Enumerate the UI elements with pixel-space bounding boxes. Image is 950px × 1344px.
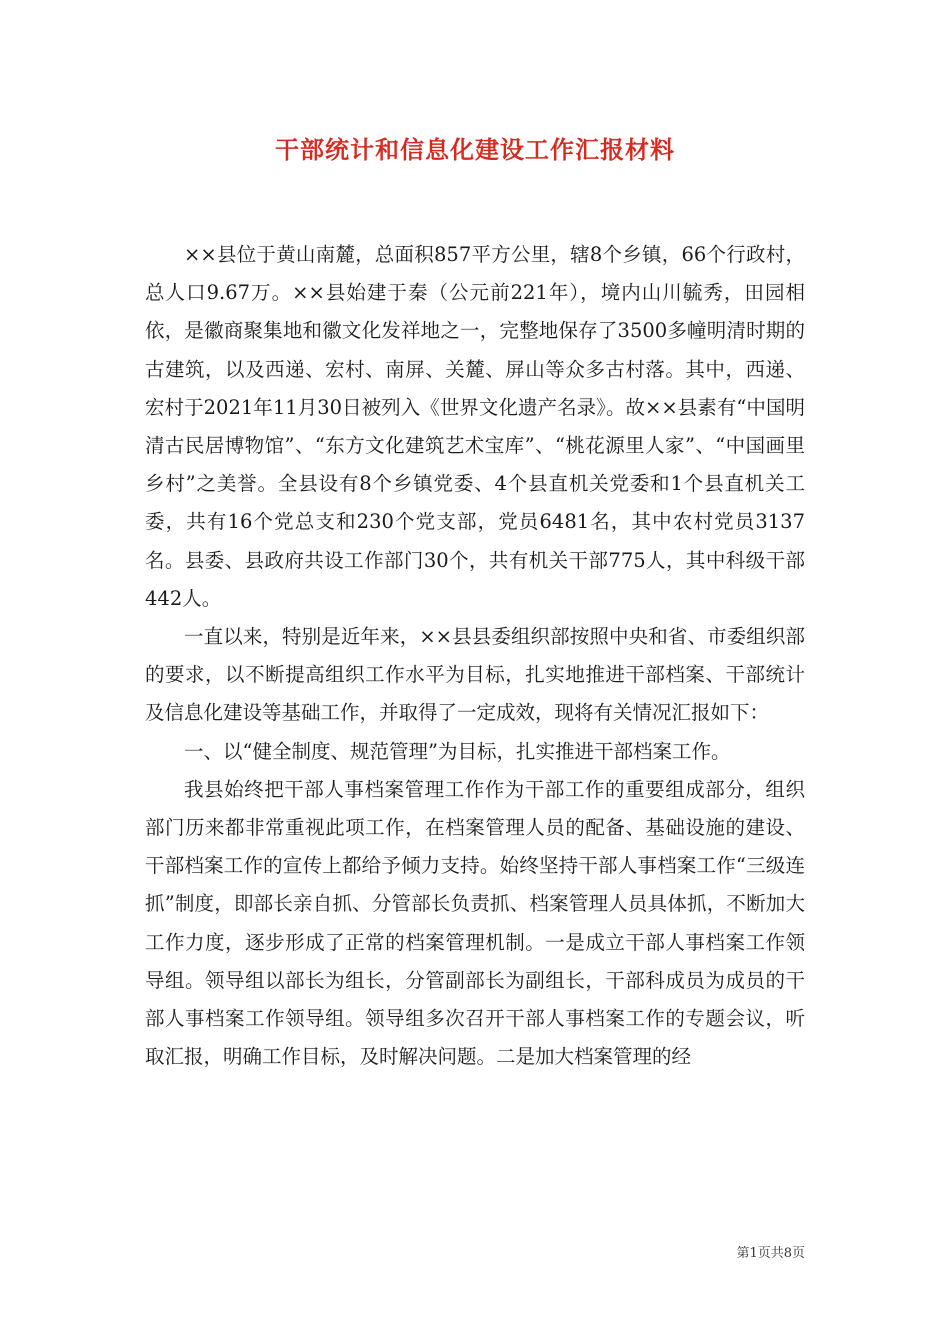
- document-body: [145, 236, 805, 1076]
- paragraph-intro: ××县位于黄山南麓，总面积857平方公里，辖8个乡镇，66个行政村，总人口9.67万。××县始建于秦（公元前221年），境内山川毓秀，田园相依，是徽商聚集地和徽文化发祥地之一，完整地保存了3500多幢明清时期的古建筑，以及西递、宏村、南屏、关麓、屏山等众多古村落。其中，西递、宏村于2021年11月30日被列入《世界文化遗产名录》。故××县素有“中国明清古民居博物馆”、“东方文化建筑艺术宝库”、“桃花源里人家”、“中国画里乡村”之美誉。全县设有8个乡镇党委、4个县直机关党委和1个县直机关工委，共有16个党总支和230个党支部，党员6481名，其中农村党员3137名。县委、县政府共设工作部门30个，共有机关干部775人，其中科级干部442人。: [145, 243, 805, 610]
- paragraph-archive-work: 我县始终把干部人事档案管理工作作为干部工作的重要组成部分，组织部门历来都非常重视此项工作，在档案管理人员的配备、基础设施的建设、干部档案工作的宣传上都给予倾力支持。始终坚持干部人事档案工作“三级连抓”制度，即部长亲自抓、分管部长负责抓、档案管理人员具体抓，不断加大工作力度，逐步形成了正常的档案管理机制。一是成立干部人事档案工作领导组。领导组以部长为组长，分管副部长为副组长，干部科成员为成员的干部人事档案工作领导组。领导组多次召开干部人事档案工作的专题会议，听取汇报，明确工作目标，及时解决问题。二是加大档案管理的经: [145, 777, 805, 1069]
- paragraph-overview: 一直以来，特别是近年来，××县县委组织部按照中央和省、市委组织部的要求，以不断提高组织工作水平为目标，扎实地推进干部档案、干部统计及信息化建设等基础工作，并取得了一定成效，现将有关情况汇报如下：: [145, 625, 805, 725]
- document-title: 干部统计和信息化建设工作汇报材料: [275, 135, 675, 164]
- section-heading-1: 一、以“健全制度、规范管理”为目标，扎实推进干部档案工作。: [184, 739, 731, 763]
- page-number: 第1页共8页: [736, 1246, 805, 1261]
